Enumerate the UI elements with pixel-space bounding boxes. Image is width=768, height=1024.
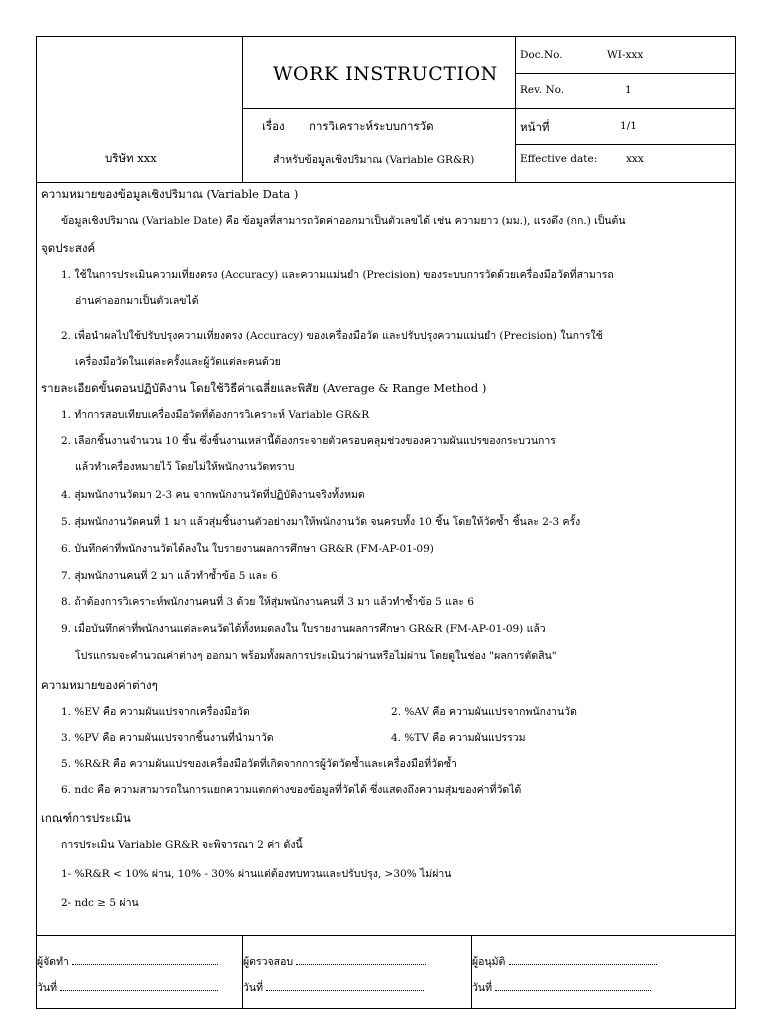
reviewed-by-label: ผู้ตรวจสอบ bbox=[243, 956, 294, 968]
page-value: 1/1 bbox=[620, 120, 637, 132]
criteria-heading: เกณฑ์การประเมิน bbox=[41, 811, 131, 825]
rev-rule bbox=[515, 108, 735, 109]
effective-date-value: xxx bbox=[626, 153, 644, 165]
docno-rule bbox=[515, 73, 735, 74]
approved-date-line bbox=[495, 990, 651, 991]
made-date-label: วันที่ bbox=[37, 982, 57, 994]
rev-no-label: Rev. No. bbox=[520, 84, 565, 96]
signature-approved-date bbox=[472, 979, 651, 996]
approved-date-label: วันที่ bbox=[472, 982, 492, 994]
reviewed-by-line bbox=[296, 964, 426, 965]
procedure-item: 9. เมื่อบันทึกค่าที่พนักงานแต่ละคนวัดได้ทั้งหมดลงใน ใบรายงานผลการศึกษา GR&R (FM-AP-01-09) แล้ว bbox=[61, 623, 546, 635]
effective-date-label: Effective date: bbox=[520, 153, 598, 165]
meaning-item: 3. %PV คือ ความผันแปรจากชิ้นงานที่นำมาวัด bbox=[61, 732, 274, 744]
signature-reviewed-by bbox=[243, 953, 426, 970]
purpose-heading: จุดประสงค์ bbox=[41, 241, 96, 255]
reviewed-date-label: วันที่ bbox=[243, 982, 263, 994]
definition-text: ข้อมูลเชิงปริมาณ (Variable Date) คือ ข้อมูลที่สามารถวัดค่าออกมาเป็นตัวเลขได้ เช่น ความยาว (มม.), แรงดึง (กก.) เป็นต้น bbox=[61, 215, 626, 227]
footer-top-rule bbox=[37, 935, 735, 936]
meaning-item: 2. %AV คือ ความผันแปรจากพนักงานวัด bbox=[391, 706, 577, 718]
meaning-item: 4. %TV คือ ความผันแปรรวม bbox=[391, 732, 526, 744]
procedure-item: 2. เลือกชิ้นงานจำนวน 10 ชิ้น ซึ่งชิ้นงานเหล่านี้ต้องกระจายตัวครอบคลุมช่วงของความผันแปรของกระบวนการ bbox=[61, 435, 556, 447]
signature-made-by bbox=[37, 953, 218, 970]
procedure-item: 4. สุ่มพนักงานวัดมา 2-3 คน จากพนักงานวัดที่ปฏิบัติงานจริงทั้งหมด bbox=[61, 489, 365, 501]
meaning-item: 5. %R&R คือ ความผันแปรของเครื่องมือวัดที่เกิดจากการผู้วัดวัดซ้ำและเครื่องมือที่วัดซ้ำ bbox=[61, 758, 457, 770]
page-rule bbox=[515, 144, 735, 145]
made-by-line bbox=[72, 964, 218, 965]
reviewed-date-line bbox=[266, 990, 424, 991]
header-divider-left bbox=[242, 37, 243, 182]
procedure-item: 5. สุ่มพนักงานวัดคนที่ 1 มา แล้วสุ่มชิ้นงานตัวอย่างมาให้พนักงานวัด จนครบทั้ง 10 ชิ้น โดยให้วัดซ้ำ ชิ้นละ 2-3 ครั้ง bbox=[61, 516, 581, 528]
approved-by-label: ผู้อนุมัติ bbox=[472, 956, 506, 968]
procedure-item: 6. บันทึกค่าที่พนักงานวัดได้ลงใน ใบรายงานผลการศึกษา GR&R (FM-AP-01-09) bbox=[61, 543, 434, 555]
purpose-item: เครื่องมือวัดในแต่ละครั้งและผู้วัดแต่ละคนด้วย bbox=[75, 356, 281, 368]
document-subtitle: สำหรับข้อมูลเชิงปริมาณ (Variable GR&R) bbox=[273, 154, 475, 166]
made-date-line bbox=[60, 990, 218, 991]
signature-made-date bbox=[37, 979, 218, 996]
rev-no-value: 1 bbox=[625, 84, 632, 96]
procedure-item: 1. ทำการสอบเทียบเครื่องมือวัดที่ต้องการวิเคราะห์ Variable GR&R bbox=[61, 409, 370, 421]
title-bottom-rule bbox=[242, 108, 515, 109]
approved-by-line bbox=[509, 964, 657, 965]
definition-heading: ความหมายของข้อมูลเชิงปริมาณ (Variable Data ) bbox=[41, 187, 299, 201]
made-by-label: ผู้จัดทำ bbox=[37, 956, 69, 968]
doc-no-value: WI-xxx bbox=[607, 49, 644, 61]
header-bottom-rule bbox=[37, 182, 735, 183]
company-name: บริษัท xxx bbox=[105, 151, 157, 165]
footer-divider-left bbox=[242, 935, 243, 1008]
meaning-item: 1. %EV คือ ความผันแปรจากเครื่องมือวัด bbox=[61, 706, 250, 718]
doc-no-label: Doc.No. bbox=[520, 49, 563, 61]
criteria-item: 1- %R&R < 10% ผ่าน, 10% - 30% ผ่านแต่ต้องทบทวนและปรับปรุง, >30% ไม่ผ่าน bbox=[61, 868, 452, 880]
page-label: หน้าที่ bbox=[520, 120, 550, 134]
meanings-heading: ความหมายของค่าต่างๆ bbox=[41, 678, 158, 692]
procedure-item: โปรแกรมจะคำนวณค่าต่างๆ ออกมา พร้อมทั้งผลการประเมินว่าผ่านหรือไม่ผ่าน โดยดูในช่อง "ผลการตัดสิน" bbox=[75, 650, 557, 662]
subject-label: เรื่อง bbox=[262, 119, 285, 133]
procedure-item: แล้วทำเครื่องหมายไว้ โดยไม่ให้พนักงานวัดทราบ bbox=[75, 461, 295, 473]
procedure-item: 8. ถ้าต้องการวิเคราะห์พนักงานคนที่ 3 ด้วย ให้สุ่มพนักงานคนที่ 3 มา แล้วทำซ้ำข้อ 5 และ 6 bbox=[61, 596, 475, 608]
meaning-item: 6. ndc คือ ความสามารถในการแยกความแตกต่างของข้อมูลที่วัดได้ ซึ่งแสดงถึงความสุ่มของค่าที่วัดได้ bbox=[61, 784, 522, 796]
signature-reviewed-date bbox=[243, 979, 424, 996]
procedure-heading: รายละเอียดขั้นตอนปฏิบัติงาน โดยใช้วิธีค่าเฉลี่ยและพิสัย (Average & Range Method ) bbox=[41, 381, 487, 395]
criteria-item: 2- ndc ≥ 5 ผ่าน bbox=[61, 897, 139, 909]
header-divider-right bbox=[515, 37, 516, 182]
subject-text: การวิเคราะห์ระบบการวัด bbox=[309, 119, 434, 133]
work-instruction-page bbox=[36, 36, 736, 1009]
purpose-item: อ่านค่าออกมาเป็นตัวเลขได้ bbox=[75, 295, 199, 307]
criteria-intro: การประเมิน Variable GR&R จะพิจารณา 2 ค่า ดังนี้ bbox=[61, 839, 303, 851]
procedure-item: 7. สุ่มพนักงานคนที่ 2 มา แล้วทำซ้ำข้อ 5 และ 6 bbox=[61, 570, 278, 582]
document-title: WORK INSTRUCTION bbox=[273, 63, 498, 85]
signature-approved-by bbox=[472, 953, 657, 970]
purpose-item: 1. ใช้ในการประเมินความเที่ยงตรง (Accuracy) และความแม่นยำ (Precision) ของระบบการวัดด้วยเครื่องมือวัดที่สามารถ bbox=[61, 269, 614, 281]
purpose-item: 2. เพื่อนำผลไปใช้ปรับปรุงความเที่ยงตรง (Accuracy) ของเครื่องมือวัด และปรับปรุงความแม่นยำ (Precision) ในการใช้ bbox=[61, 330, 603, 342]
footer-divider-right bbox=[471, 935, 472, 1008]
